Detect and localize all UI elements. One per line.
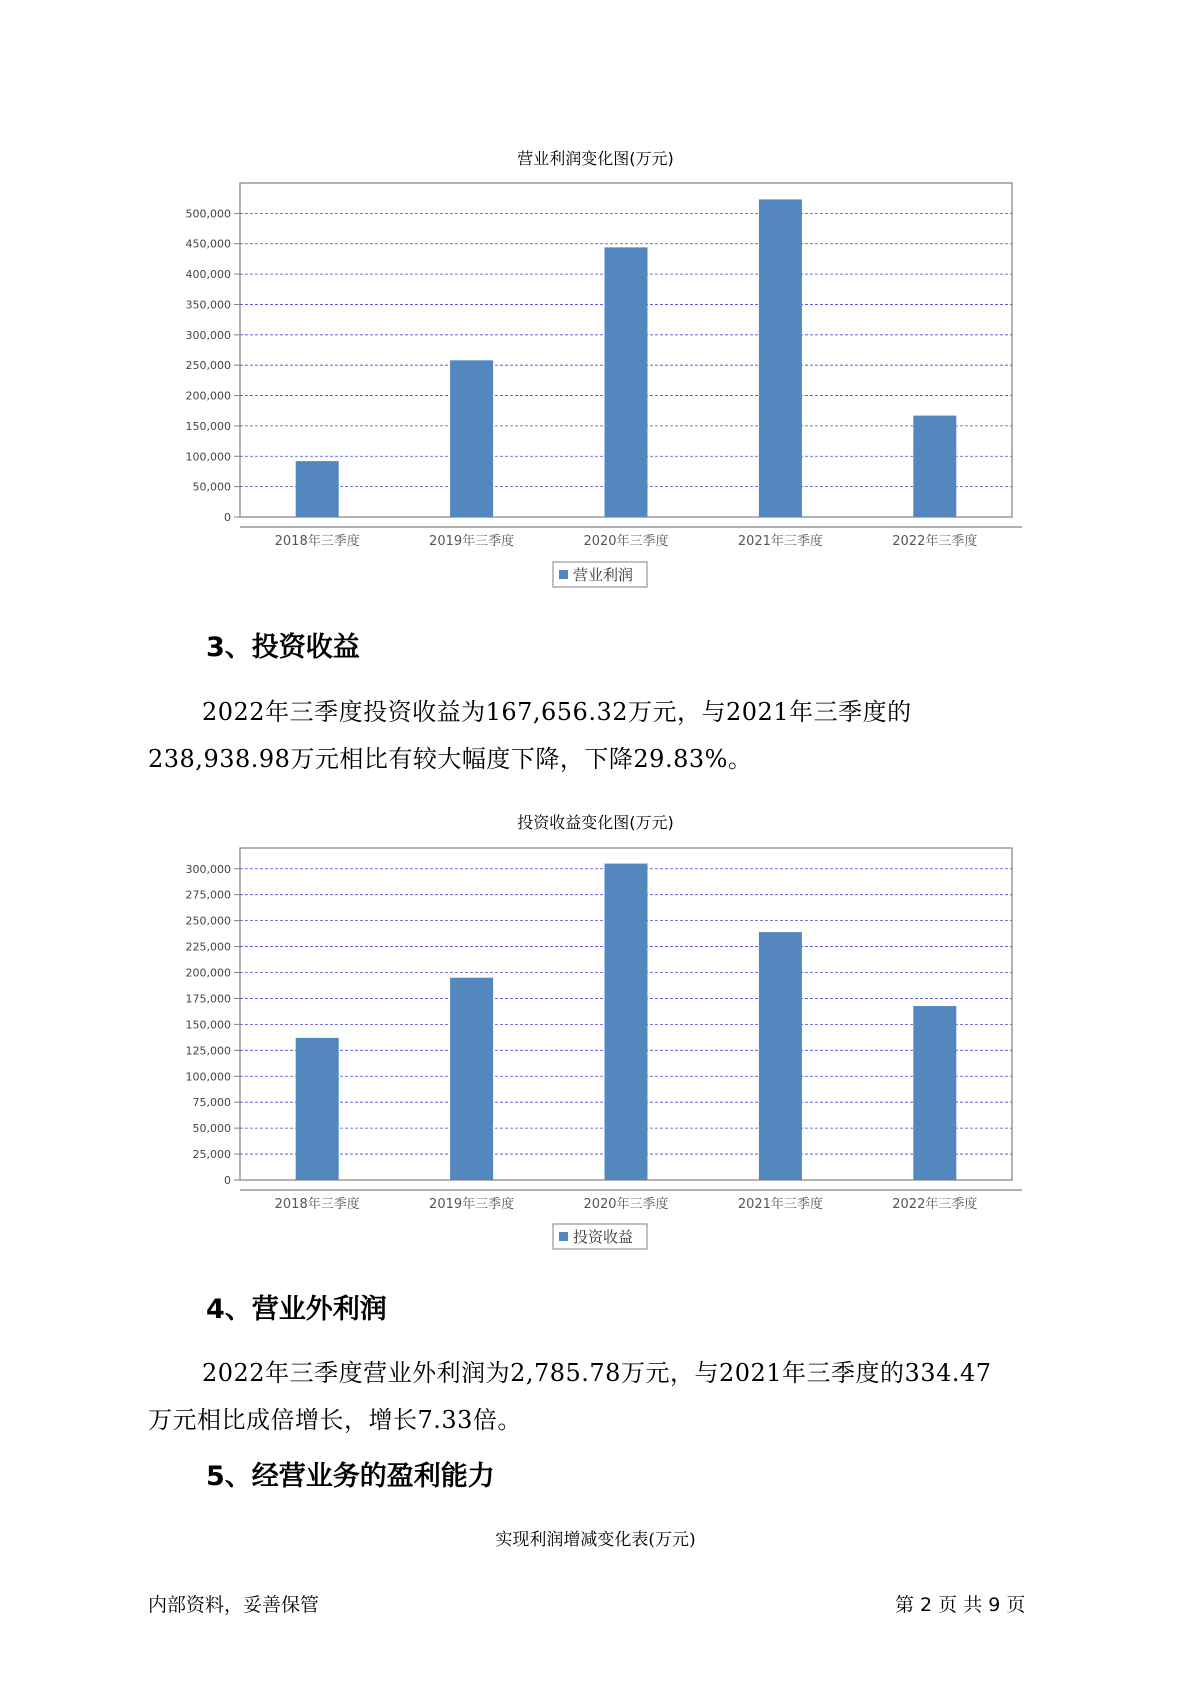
x-tick-label: 2020年三季度 — [583, 534, 669, 549]
x-tick-label: 2019年三季度 — [429, 534, 515, 549]
bar — [296, 461, 339, 517]
y-tick-label: 500,000 — [185, 207, 231, 221]
y-tick-label: 0 — [224, 511, 231, 524]
y-tick-label: 75,000 — [192, 1096, 231, 1110]
legend-swatch — [559, 1232, 568, 1241]
y-tick-label: 25,000 — [192, 1148, 231, 1162]
operating-profit-chart — [0, 0, 1191, 600]
x-tick-label: 2019年三季度 — [429, 1197, 515, 1212]
y-tick-label: 0 — [224, 1174, 231, 1187]
y-tick-label: 250,000 — [185, 359, 231, 373]
x-tick-label: 2018年三季度 — [274, 534, 360, 549]
y-tick-label: 225,000 — [185, 940, 231, 954]
y-tick-label: 275,000 — [185, 888, 231, 902]
legend — [553, 1224, 647, 1249]
bar — [450, 360, 493, 517]
x-tick-label: 2021年三季度 — [737, 1197, 823, 1212]
section-3-heading: 3、投资收益 — [206, 632, 360, 663]
y-tick-label: 450,000 — [185, 237, 231, 251]
legend-label: 投资收益 — [573, 1228, 634, 1246]
bar — [605, 247, 648, 517]
footer-confidential-note: 内部资料，妥善保管 — [148, 1594, 320, 1616]
bar — [605, 864, 648, 1180]
paragraph-line: 2022年三季度投资收益为167,656.32万元，与2021年三季度的 — [202, 698, 912, 726]
y-tick-label: 100,000 — [185, 450, 231, 464]
bar — [450, 978, 493, 1180]
y-tick-label: 300,000 — [185, 862, 231, 876]
x-tick-label: 2020年三季度 — [583, 1197, 669, 1212]
y-tick-label: 250,000 — [185, 914, 231, 928]
bar — [759, 932, 802, 1180]
investment-income-chart — [0, 600, 1191, 1260]
y-tick-label: 350,000 — [185, 298, 231, 312]
section-4-heading: 4、营业外利润 — [206, 1294, 387, 1325]
legend-label: 营业利润 — [573, 566, 634, 584]
bar — [913, 416, 956, 517]
y-tick-label: 150,000 — [185, 419, 231, 433]
chart1-title: 营业利润变化图(万元) — [517, 149, 674, 168]
y-tick-label: 200,000 — [185, 966, 231, 980]
y-tick-label: 50,000 — [192, 1122, 231, 1136]
y-tick-label: 200,000 — [185, 389, 231, 403]
legend — [553, 562, 647, 587]
bar — [759, 199, 802, 517]
section-5-heading: 5、经营业务的盈利能力 — [206, 1461, 495, 1492]
x-tick-label: 2022年三季度 — [892, 534, 978, 549]
x-tick-label: 2018年三季度 — [274, 1197, 360, 1212]
paragraph-line: 万元相比成倍增长，增长7.33倍。 — [148, 1406, 522, 1434]
y-tick-label: 175,000 — [185, 992, 231, 1006]
y-tick-label: 400,000 — [185, 268, 231, 282]
chart2-title: 投资收益变化图(万元) — [517, 813, 674, 832]
legend-swatch — [559, 570, 568, 579]
y-tick-label: 300,000 — [185, 328, 231, 342]
y-tick-label: 150,000 — [185, 1018, 231, 1032]
footer-page-number: 第 2 页 共 9 页 — [895, 1594, 1026, 1616]
bar — [913, 1006, 956, 1180]
paragraph-line: 238,938.98万元相比有较大幅度下降，下降29.83%。 — [148, 745, 753, 773]
x-tick-label: 2021年三季度 — [737, 534, 823, 549]
y-tick-label: 100,000 — [185, 1070, 231, 1084]
table-caption: 实现利润增减变化表(万元) — [495, 1530, 696, 1550]
x-tick-label: 2022年三季度 — [892, 1197, 978, 1212]
y-tick-label: 50,000 — [192, 480, 231, 494]
section-4-paragraph — [148, 1350, 992, 1444]
y-tick-label: 125,000 — [185, 1044, 231, 1058]
paragraph-line: 2022年三季度营业外利润为2,785.78万元，与2021年三季度的334.47 — [202, 1359, 992, 1387]
bar — [296, 1038, 339, 1180]
